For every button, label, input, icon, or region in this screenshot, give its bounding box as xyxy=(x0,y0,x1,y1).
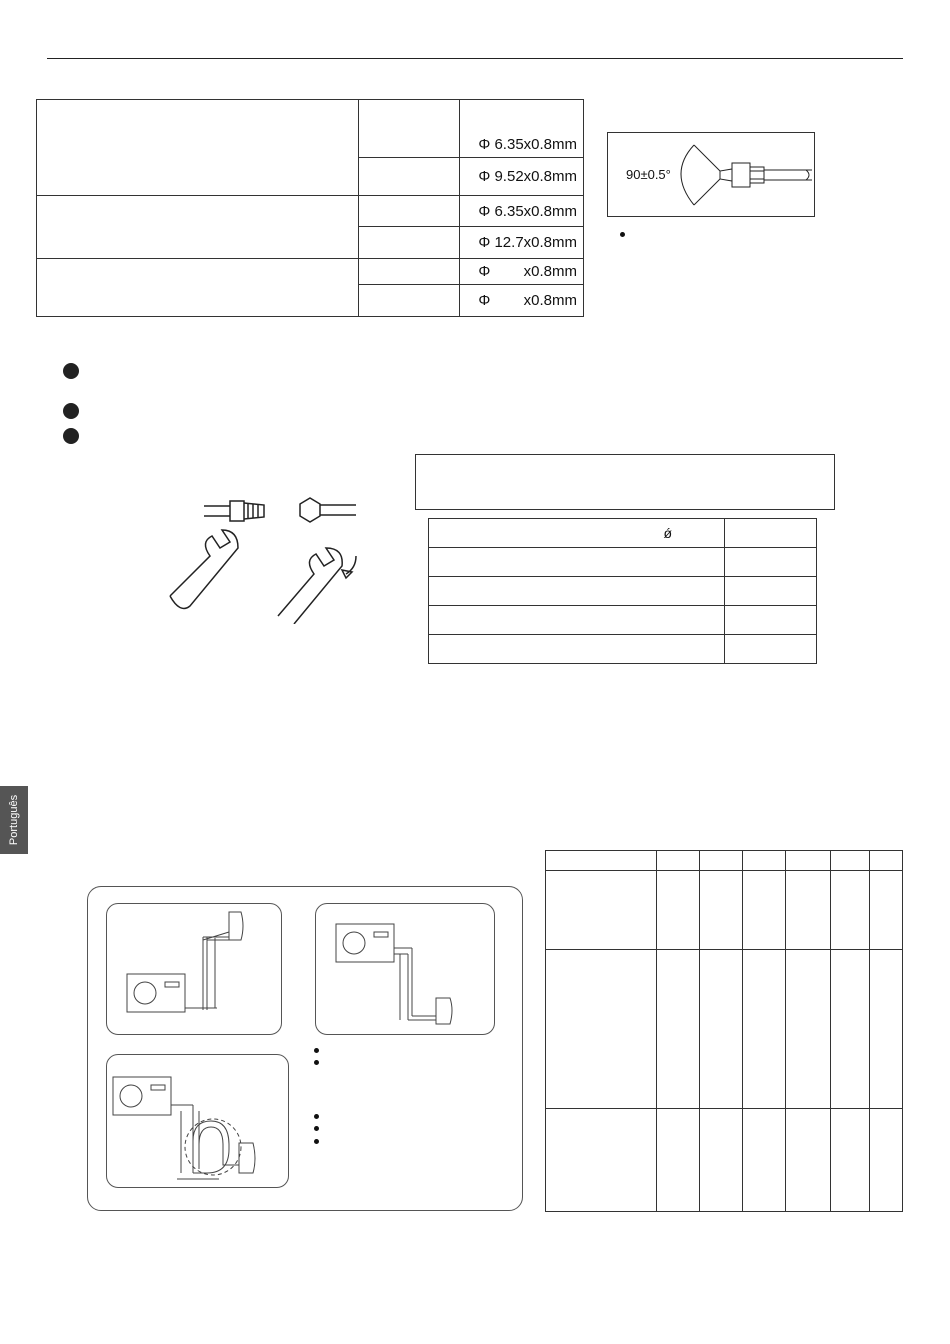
table-cell xyxy=(743,1108,786,1211)
table-cell xyxy=(870,1108,903,1211)
pipe-type-cell xyxy=(359,226,460,258)
pipe-type-cell xyxy=(359,100,460,158)
indoor-outdoor-icon xyxy=(316,904,494,1034)
table-cell xyxy=(870,950,903,1108)
pipe-spec: Φ x0.8mm xyxy=(460,258,584,284)
model-cell xyxy=(37,258,359,316)
table-cell xyxy=(546,1108,657,1211)
table-cell xyxy=(700,871,743,950)
diagram-outdoor-above xyxy=(315,903,495,1035)
table-cell xyxy=(831,871,870,950)
diagram-oil-trap xyxy=(106,1054,289,1188)
table-cell xyxy=(831,1108,870,1211)
pipe-type-cell xyxy=(359,158,460,196)
bullet-icon xyxy=(314,1048,319,1053)
table-cell xyxy=(743,950,786,1108)
torque-header-value xyxy=(725,519,817,548)
pipe-type-cell xyxy=(359,284,460,316)
table-cell xyxy=(657,950,700,1108)
pipe-length-table xyxy=(545,850,903,1212)
table-cell xyxy=(700,1108,743,1211)
torque-header-diameter: ǿ xyxy=(429,519,725,548)
table-cell xyxy=(786,950,831,1108)
torque-cell xyxy=(429,577,725,606)
wrench-icon xyxy=(160,494,370,624)
bullet-icon xyxy=(63,403,79,419)
table-cell xyxy=(786,851,831,871)
table-cell xyxy=(743,871,786,950)
model-cell xyxy=(37,196,359,258)
pipe-type-cell xyxy=(359,258,460,284)
torque-table xyxy=(428,518,817,664)
table-cell xyxy=(546,871,657,950)
table-cell xyxy=(546,950,657,1108)
model-cell xyxy=(37,100,359,196)
table-cell xyxy=(657,1108,700,1211)
table-cell xyxy=(546,851,657,871)
header-rule xyxy=(47,58,903,59)
bullet-icon xyxy=(620,232,625,237)
table-cell xyxy=(657,871,700,950)
language-tab xyxy=(0,786,28,854)
table-cell xyxy=(870,871,903,950)
pipe-spec: Φ 6.35x0.8mm xyxy=(460,100,584,158)
torque-cell xyxy=(429,606,725,635)
indoor-outdoor-icon xyxy=(107,904,281,1034)
table-cell xyxy=(831,851,870,871)
table-cell xyxy=(831,950,870,1108)
bullet-icon xyxy=(314,1114,319,1119)
bullet-icon xyxy=(314,1139,319,1144)
table-cell xyxy=(700,950,743,1108)
language-tab-label: Português xyxy=(8,794,20,846)
pipe-spec: Φ x0.8mm xyxy=(460,284,584,316)
note-box xyxy=(415,454,835,510)
torque-cell xyxy=(725,548,817,577)
pipe-spec-table xyxy=(36,99,584,317)
bullet-icon xyxy=(63,428,79,444)
table-cell xyxy=(700,851,743,871)
pipe-spec: Φ 12.7x0.8mm xyxy=(460,226,584,258)
torque-cell xyxy=(725,606,817,635)
pipe-spec: Φ 6.35x0.8mm xyxy=(460,196,584,226)
table-cell xyxy=(657,851,700,871)
table-cell xyxy=(743,851,786,871)
torque-cell xyxy=(725,577,817,606)
bullet-icon xyxy=(314,1060,319,1065)
pipe-type-cell xyxy=(359,196,460,226)
table-cell xyxy=(786,871,831,950)
torque-cell xyxy=(429,548,725,577)
table-cell xyxy=(786,1108,831,1211)
pipe-spec: Φ 9.52x0.8mm xyxy=(460,158,584,196)
oil-trap-icon xyxy=(107,1055,288,1187)
bullet-icon xyxy=(314,1126,319,1131)
torque-cell xyxy=(725,635,817,664)
diagram-outdoor-below xyxy=(106,903,282,1035)
flare-angle-label: 90±0.5° xyxy=(626,167,671,182)
table-cell xyxy=(870,851,903,871)
torque-cell xyxy=(429,635,725,664)
bullet-icon xyxy=(63,363,79,379)
